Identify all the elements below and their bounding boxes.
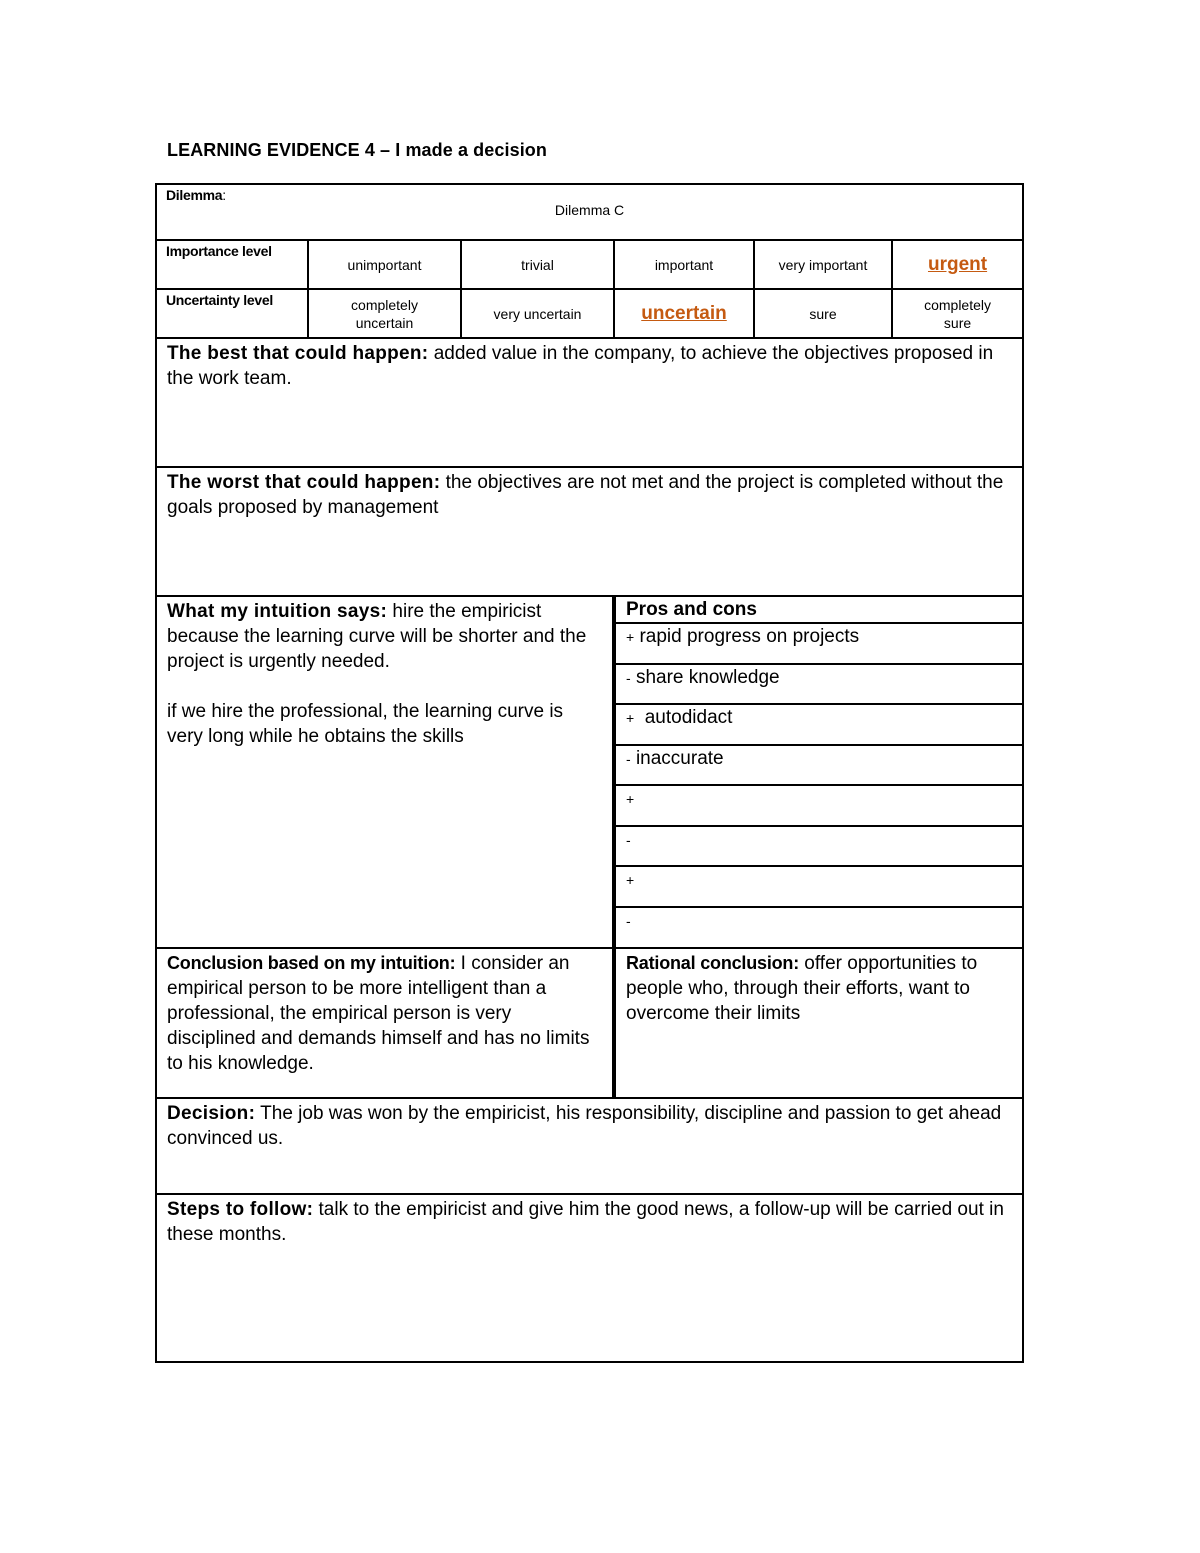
con-sign: - bbox=[626, 751, 631, 767]
best-row bbox=[156, 338, 1023, 467]
pros-cons-text: autodidact bbox=[634, 707, 733, 728]
dilemma-value: Dilemma C bbox=[554, 202, 625, 218]
uncertainty-option-completely-sure[interactable]: completely sure bbox=[892, 289, 1023, 338]
intuition-cell bbox=[156, 596, 614, 948]
pros-cons-item bbox=[616, 664, 1022, 704]
steps-cell bbox=[156, 1194, 1023, 1362]
dilemma-row bbox=[156, 184, 1023, 240]
dilemma-colon: : bbox=[222, 187, 226, 203]
pros-cons-text: inaccurate bbox=[630, 748, 724, 769]
conclusions-row bbox=[156, 948, 1023, 1098]
pros-cons-item bbox=[616, 785, 1022, 826]
importance-option-very-important[interactable]: very important bbox=[754, 240, 892, 289]
rational-conclusion-cell bbox=[614, 948, 1023, 1098]
intuition-conclusion-cell bbox=[156, 948, 614, 1098]
importance-option-urgent-selected[interactable]: urgent bbox=[892, 240, 1023, 289]
intuition-label: What my intuition says: bbox=[167, 601, 388, 622]
importance-option-trivial[interactable]: trivial bbox=[461, 240, 614, 289]
intuition-text-1: hire the empiricist because the learning curve will be shorter and the project is urgently needed. bbox=[167, 601, 587, 672]
intuition-row bbox=[156, 596, 1023, 948]
importance-option-important[interactable]: important bbox=[614, 240, 754, 289]
con-sign: - bbox=[626, 913, 631, 929]
uncertainty-option-completely-uncertain[interactable]: completely uncertain bbox=[308, 289, 461, 338]
document-title: LEARNING EVIDENCE 4 – I made a decision bbox=[167, 140, 548, 160]
pro-sign: + bbox=[626, 872, 635, 888]
pros-cons-item bbox=[616, 623, 1022, 664]
decision-form bbox=[155, 183, 1024, 1363]
pros-cons-header bbox=[616, 597, 1022, 623]
decision-row bbox=[156, 1098, 1023, 1194]
pros-cons-label: Pros and cons bbox=[626, 599, 757, 620]
intuition-conclusion-text: I consider an empirical person to be more intelligent than a professional, the empirical person is very disciplined and demands himself and has no limits to his knowledge. bbox=[167, 953, 590, 1074]
steps-label: Steps to follow: bbox=[167, 1199, 314, 1220]
pros-cons-text: share knowledge bbox=[630, 667, 780, 688]
pro-sign: + bbox=[626, 791, 635, 807]
con-sign: - bbox=[626, 832, 631, 848]
dilemma-cell bbox=[156, 184, 1023, 240]
con-sign: - bbox=[626, 670, 631, 686]
uncertainty-option-uncertain-selected[interactable]: uncertain bbox=[614, 289, 754, 338]
uncertainty-row bbox=[156, 289, 1023, 338]
pros-cons-item bbox=[616, 745, 1022, 785]
pros-cons-item bbox=[616, 907, 1022, 947]
pros-cons-text: rapid progress on projects bbox=[634, 626, 860, 647]
worst-row bbox=[156, 467, 1023, 596]
worst-label: The worst that could happen: bbox=[167, 472, 441, 493]
pros-cons-table bbox=[616, 597, 1022, 947]
pro-sign: + bbox=[626, 629, 635, 645]
rational-conclusion-text: offer opportunities to people who, through their efforts, want to overcome their limits bbox=[626, 953, 978, 1024]
intuition-text-2: if we hire the professional, the learning curve is very long while he obtains the skills bbox=[167, 701, 564, 747]
intuition-conclusion-label: Conclusion based on my intuition: bbox=[167, 953, 456, 973]
best-label: The best that could happen: bbox=[167, 343, 429, 364]
uncertainty-option-sure[interactable]: sure bbox=[754, 289, 892, 338]
importance-option-unimportant[interactable]: unimportant bbox=[308, 240, 461, 289]
worst-text: the objectives are not met and the project is completed without the goals proposed by management bbox=[167, 472, 1004, 518]
rational-conclusion-label: Rational conclusion: bbox=[626, 953, 800, 973]
worst-cell bbox=[156, 467, 1023, 596]
best-cell bbox=[156, 338, 1023, 467]
pros-cons-item bbox=[616, 866, 1022, 907]
decision-cell bbox=[156, 1098, 1023, 1194]
uncertainty-option-very-uncertain[interactable]: very uncertain bbox=[461, 289, 614, 338]
pros-cons-item bbox=[616, 704, 1022, 745]
best-text: added value in the company, to achieve the objectives proposed in the work team. bbox=[167, 343, 994, 389]
importance-row bbox=[156, 240, 1023, 289]
dilemma-label: Dilemma bbox=[166, 187, 223, 203]
steps-text: talk to the empiricist and give him the good news, a follow-up will be carried out in these months. bbox=[167, 1199, 1004, 1245]
decision-text: The job was won by the empiricist, his responsibility, discipline and passion to get ahead convinced us. bbox=[167, 1103, 1002, 1149]
decision-label: Decision: bbox=[167, 1103, 256, 1124]
steps-row bbox=[156, 1194, 1023, 1362]
pro-sign: + bbox=[626, 710, 635, 726]
importance-label: Importance level bbox=[156, 240, 308, 289]
uncertainty-label: Uncertainty level bbox=[156, 289, 308, 338]
pros-cons-cell bbox=[614, 596, 1023, 948]
pros-cons-item bbox=[616, 826, 1022, 866]
